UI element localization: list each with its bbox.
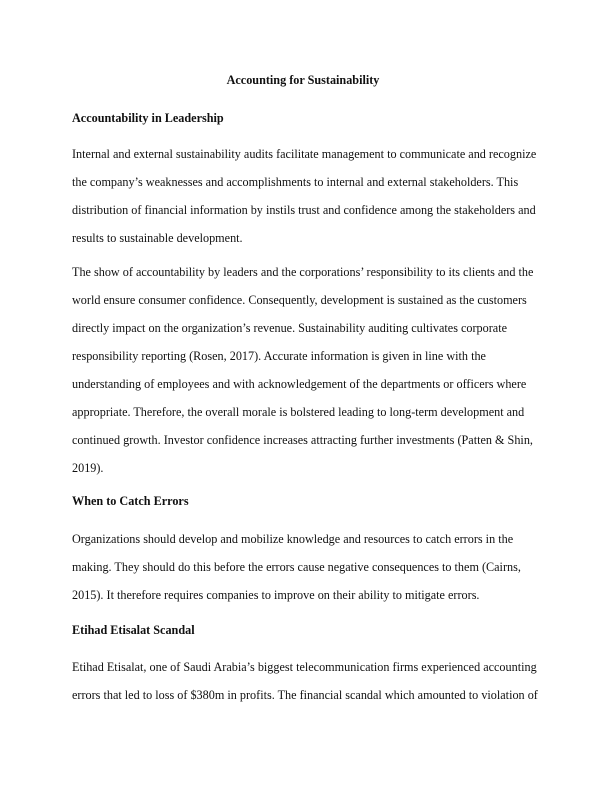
paragraph-line: the company’s weaknesses and accomplishments to internal and external stakeholders. This xyxy=(72,175,519,189)
paragraph-line: Organizations should develop and mobilize knowledge and resources to catch errors in the xyxy=(72,532,514,546)
paragraph-line: errors that led to loss of $380m in profits. The financial scandal which amounted to violation of xyxy=(72,688,538,702)
paragraph-line: directly impact on the organization’s revenue. Sustainability auditing cultivates corporate xyxy=(72,321,508,335)
section-heading-accountability: Accountability in Leadership xyxy=(72,111,224,125)
document-title: Accounting for Sustainability xyxy=(226,73,380,87)
section-heading-catch-errors: When to Catch Errors xyxy=(72,494,189,508)
paragraph-line: responsibility reporting (Rosen, 2017). Accurate information is given in line with the xyxy=(72,349,486,363)
section-heading-etihad: Etihad Etisalat Scandal xyxy=(72,623,195,637)
paragraph-line: understanding of employees and with acknowledgement of the departments or officers where xyxy=(72,377,527,391)
paragraph-line: results to sustainable development. xyxy=(72,231,243,245)
paragraph-line: continued growth. Investor confidence increases attracting further investments (Patten & Shin, xyxy=(72,433,533,447)
paragraph-line: making. They should do this before the errors cause negative consequences to them (Cairns, xyxy=(72,560,521,574)
paragraph-line: distribution of financial information by instils trust and confidence among the stakeholders and xyxy=(72,203,536,217)
paragraph-etihad xyxy=(72,659,542,715)
paragraph-line: appropriate. Therefore, the overall morale is bolstered leading to long-term development and xyxy=(72,405,525,419)
paragraph-line: 2015). It therefore requires companies to improve on their ability to mitigate errors. xyxy=(72,588,480,602)
paragraph-line: The show of accountability by leaders and the corporations’ responsibility to its clients and the xyxy=(72,265,534,279)
paragraph-line: Etihad Etisalat, one of Saudi Arabia’s biggest telecommunication firms experienced accounting xyxy=(72,660,537,674)
paragraph-line: world ensure consumer confidence. Consequently, development is sustained as the customers xyxy=(72,293,527,307)
paragraph-catch-errors xyxy=(72,531,542,615)
paragraph-line: 2019). xyxy=(72,461,104,475)
paragraph-line: Internal and external sustainability audits facilitate management to communicate and recognize xyxy=(72,147,537,161)
paragraph-audits xyxy=(72,146,542,258)
paragraph-accountability xyxy=(72,264,542,488)
